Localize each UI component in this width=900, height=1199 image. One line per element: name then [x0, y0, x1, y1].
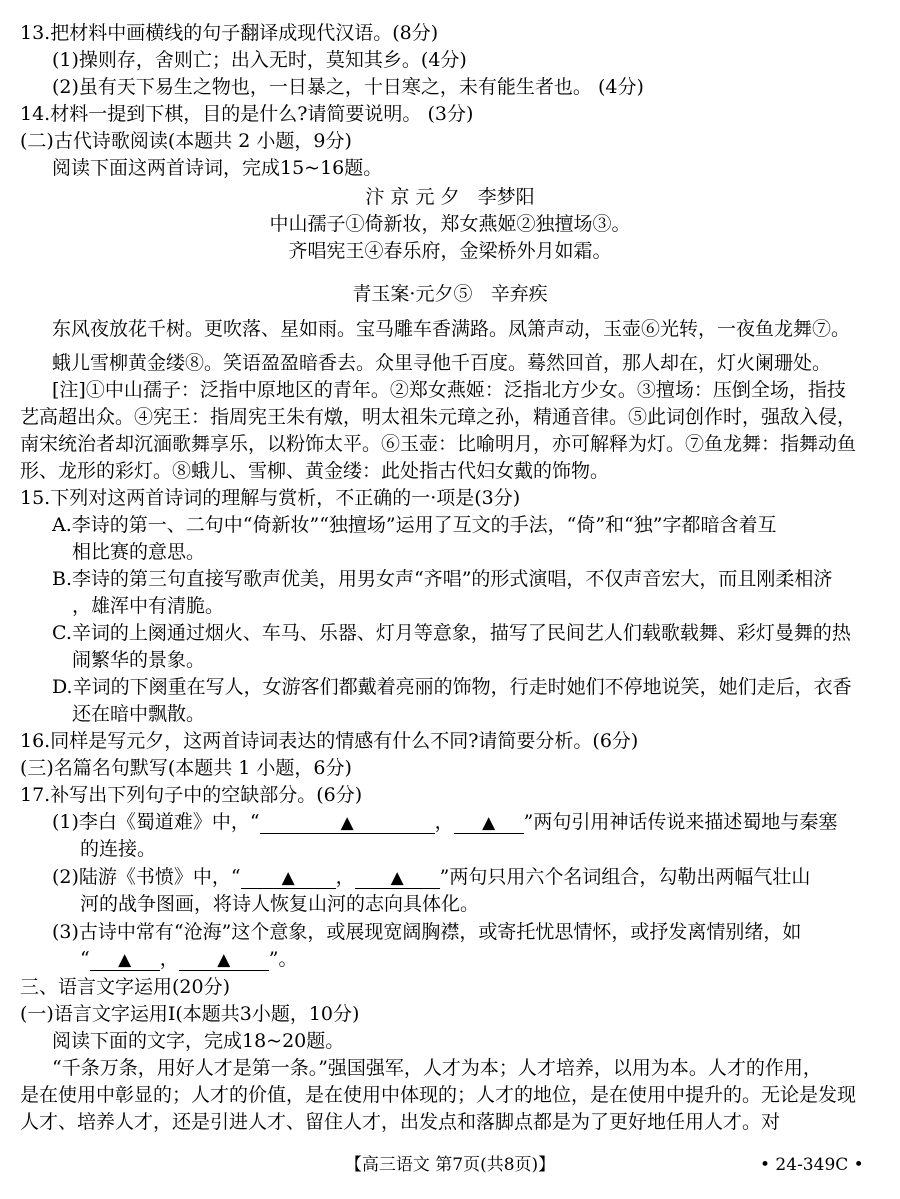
poem1-line1: 中山孺子①倚新妆，郑女燕姬②独擅场③。 [269, 213, 631, 235]
q17-blank-3a[interactable] [90, 948, 160, 971]
q17-blank-2b[interactable] [355, 866, 440, 889]
q15-option-d-cont: 还在暗中飘散。 [72, 703, 206, 725]
section3-title: (三)名篇名句默写(本题共 1 小题，6分) [20, 757, 352, 779]
q15-option-b: B.李诗的第三句直接写歌声优美，用男女声“齐唱”的形式演唱，不仅声音宏大，而且刚柔相济 [52, 568, 833, 590]
part3-title: 三、语言文字运用(20分) [20, 976, 231, 998]
poem1-author: 李梦阳 [477, 186, 535, 208]
poem1-line2: 齐唱宪王④春乐府，金梁桥外月如霜。 [288, 240, 612, 262]
blank-comma: ， [159, 948, 179, 970]
section2-title: (二)古代诗歌阅读(本题共 2 小题，9分) [20, 130, 352, 152]
q17-open-quote: “ [80, 948, 90, 970]
triangle-icon: ▲ [281, 868, 295, 888]
passage-line3: 人才、培养人才，还是引进人才、留住人才，出发点和落脚点都是为了更好地任用人才。对 [20, 1111, 781, 1133]
q17-sub2 [52, 864, 810, 890]
poem2-line2: 蛾儿雪柳黄金缕⑧。笑语盈盈暗香去。众里寻他千百度。蓦然回首，那人却在，灯火阑珊处。 [52, 352, 832, 374]
poem2-author: 辛弃疾 [490, 283, 548, 305]
q17-stem: 17.补写出下列句子中的空缺部分。(6分) [20, 784, 363, 806]
triangle-icon: ▲ [118, 950, 132, 970]
triangle-icon: ▲ [482, 813, 496, 833]
q17-sub3-cont [80, 946, 297, 972]
q15-option-b-cont: ，雄浑中有清脆。 [72, 595, 225, 617]
q13-sub2: (2)虽有天下易生之物也，一日暴之，十日寒之，未有能生者也。 (4分) [52, 76, 644, 98]
q17-sub1 [52, 809, 837, 835]
q17-sub2-cont: 河的战争图画，将诗人恢复山河的志向具体化。 [80, 893, 480, 915]
q17-blank-2a[interactable] [241, 866, 336, 889]
q17-blank-1b[interactable] [454, 811, 524, 834]
notes-line4: 形、龙形的彩灯。⑧蛾儿、雪柳、黄金缕：此处指古代妇女戴的饰物。 [20, 460, 610, 482]
q17-sub2-suffix: ”两句只用六个名词组合，勾勒出两幅气壮山 [439, 866, 811, 888]
poem2-heading [0, 281, 900, 307]
poem1-heading [0, 184, 900, 210]
q17-sub3: (3)古诗中常有“沧海”这个意象，或展现宽阔胸襟，或寄托忧思情怀，或抒发离情别绪，如 [52, 921, 802, 943]
q16-stem: 16.同样是写元夕，这两首诗词表达的情感有什么不同?请简要分析。(6分) [20, 730, 639, 752]
part3-subsection-title: (一)语言文字运用Ⅰ(本题共3小题，10分) [20, 1003, 360, 1025]
part3-intro: 阅读下面的文字，完成18~20题。 [52, 1030, 345, 1052]
q17-sub2-prefix: (2)陆游《书愤》中，“ [52, 866, 241, 888]
q15-option-c: C.辛词的上阕通过烟火、车马、乐器、灯月等意象，描写了民间艺人们载歌载舞、彩灯曼舞的热 [52, 622, 851, 644]
notes-line1: [注]①中山孺子：泛指中原地区的青年。②郑女燕姬：泛指北方少女。③擅场：压倒全场，指技 [52, 379, 846, 401]
q15-stem: 15.下列对这两首诗词的理解与赏析，不正确的一·项是(3分) [20, 487, 521, 509]
q17-sub1-cont: 的连接。 [80, 838, 157, 860]
triangle-icon: ▲ [340, 813, 354, 833]
section2-intro: 阅读下面这两首诗词，完成15~16题。 [52, 157, 383, 179]
q15-option-d: D.辛词的下阕重在写人，女游客们都戴着亮丽的饰物，行走时她们不停地说笑，她们走后，衣香 [52, 676, 852, 698]
q15-option-a-cont: 相比赛的意思。 [72, 541, 206, 563]
triangle-icon: ▲ [217, 950, 231, 970]
q15-option-a: A.李诗的第一、二句中“倚新妆”“独擅场”运用了互文的手法，“倚”和“独”字都暗含着互 [52, 514, 777, 536]
q15-option-c-cont: 闹繁华的景象。 [72, 649, 206, 671]
passage-line1: “千条万条，用好人才是第一条。”强国强军，人才为本；人才培养，以用为本。人才的作用， [52, 1057, 822, 1079]
triangle-icon: ▲ [390, 868, 404, 888]
q17-sub3-suffix: ”。 [268, 948, 298, 970]
poem2-title: 青玉案·元夕⑤ [352, 283, 473, 305]
q17-blank-3b[interactable] [179, 948, 269, 971]
poem1-title: 汴 京 元 夕 [365, 186, 460, 208]
q17-sub1-prefix: (1)李白《蜀道难》中，“ [52, 811, 260, 833]
poem2-line1: 东风夜放花千树。更吹落、星如雨。宝马雕车香满路。凤箫声动，玉壶⑥光转，一夜鱼龙舞⑦。 [52, 318, 851, 340]
q17-blank-1a[interactable] [260, 811, 435, 834]
q13-stem: 13.把材料中画横线的句子翻译成现代汉语。(8分) [20, 22, 439, 44]
q13-sub1: (1)操则存，舍则亡；出入无时，莫知其乡。(4分) [52, 49, 467, 71]
q14-stem: 14.材料一提到下棋，目的是什么?请简要说明。 (3分) [20, 103, 474, 125]
notes-line2: 艺高超出众。④宪王：指周宪王朱有燉，明太祖朱元璋之孙，精通音律。⑤此词创作时，强敌入侵， [20, 406, 857, 428]
exam-code: • 24-349C • [760, 1155, 864, 1175]
passage-line2: 是在使用中彰显的；人才的价值，是在使用中体现的；人才的地位，是在使用中提升的。无论是发现 [20, 1084, 857, 1106]
blank-comma: ， [434, 811, 454, 833]
page-footer: 【高三语文 第7页(共8页)】 [344, 1155, 556, 1175]
notes-line3: 南宋统治者却沉湎歌舞享乐，以粉饰太平。⑥玉壶：比喻明月，亦可解释为灯。⑦鱼龙舞：指舞动鱼 [20, 433, 857, 455]
blank-comma: ， [335, 866, 355, 888]
q17-sub1-suffix: ”两句引用神话传说来描述蜀地与秦塞 [523, 811, 838, 833]
